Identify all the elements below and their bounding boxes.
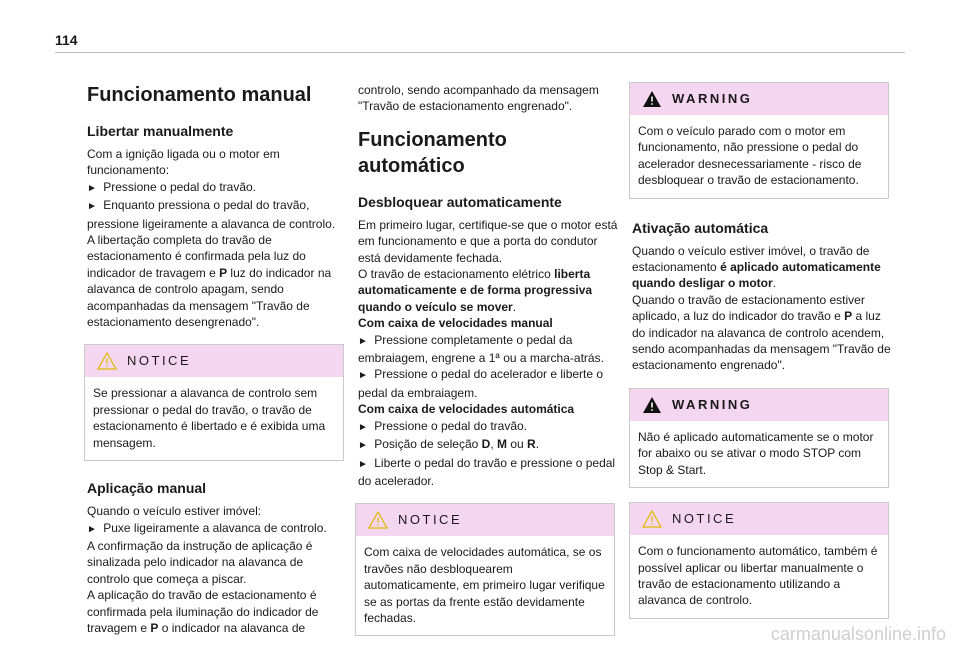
notice-box-auto-gearbox: [355, 503, 615, 636]
warning-box-header: [630, 389, 888, 421]
apply-para-2: A aplicação do travão de estacionamento é confirmada pela iluminação do indicador de travagem e P o indicador na alavanca de: [87, 588, 319, 635]
warning-triangle-icon: [642, 396, 662, 414]
notice-box-header: [630, 503, 888, 535]
arrow-bullet-icon: ►: [358, 458, 368, 470]
notice-title: NOTICE: [127, 353, 192, 369]
unlock-para-2: O travão de estacionamento elétrico liberta automaticamente e de forma progressiva quando o veículo se mover.: [358, 267, 593, 314]
notice-text: Se pressionar a alavanca de controlo sem pressionar o pedal do travão, o travão de estacionamento é libertado e é exibida uma mensagem.: [93, 386, 326, 450]
warning-text: Não é aplicado automaticamente se o motor for abaixo ou se ativar o modo STOP com Stop & Start.: [638, 429, 874, 477]
auto-gearbox-heading: Com caixa de velocidades automática: [358, 402, 575, 417]
release-intro: Com a ignição ligada ou o motor em funcionamento:: [87, 147, 280, 178]
auto-step-3: ► Liberte o pedal do travão e pressione o pedal do acelerador.: [358, 455, 616, 488]
apply-intro: Quando o veículo estiver imóvel:: [87, 504, 262, 519]
auto-step-1: ► Pressione o pedal do travão.: [358, 418, 528, 433]
arrow-bullet-icon: ►: [358, 335, 368, 347]
release-step-1: ► Pressione o pedal do travão.: [87, 179, 257, 194]
arrow-bullet-icon: ►: [87, 523, 97, 535]
notice-text: Com o funcionamento automático, também é possível aplicar ou libertar manualmente o travão de estacionamento utilizando a alavanca de controlo.: [638, 544, 878, 608]
manual-step-1: ► Pressione completamente o pedal da embraiagem, engrene a 1ª ou a marcha-atrás.: [358, 332, 604, 366]
watermark: carmanualsonline.info: [770, 624, 946, 644]
arrow-bullet-icon: ►: [87, 201, 97, 213]
column-1: [87, 82, 347, 636]
manual-gearbox-heading: Com caixa de velocidades manual: [358, 316, 553, 331]
arrow-bullet-icon: ►: [358, 370, 368, 382]
notice-triangle-icon: [368, 511, 388, 529]
notice-title: NOTICE: [672, 510, 737, 526]
release-step-2: ► Enquanto pressiona o pedal do travão, pressione ligeiramente a alavanca de controlo.: [87, 198, 336, 231]
section-title-automatic: Funcionamento automático: [358, 128, 507, 177]
activation-para-2: Quando o travão de estacionamento estiver aplicado, a luz do indicador do travão e P a luz do indicador na alavanca de controlo acendem, sendo acompanhadas da mensagem "Travão de estacionamento engrenado".: [632, 292, 891, 373]
apply-step-1: ► Puxe ligeiramente a alavanca de controlo.: [87, 520, 327, 535]
heading-auto-activation: Ativação automática: [632, 219, 769, 236]
heading-manual-application: Aplicação manual: [87, 480, 207, 497]
arrow-bullet-icon: ►: [358, 440, 368, 452]
notice-text: Com caixa de velocidades automática, se os travões não desbloquearem automaticamente, em primeiro lugar verifique se as portas da frente estão devidamente fechadas.: [364, 545, 605, 625]
arrow-bullet-icon: ►: [87, 182, 97, 194]
notice-box-manual-override: [629, 502, 889, 619]
arrow-bullet-icon: ►: [358, 421, 368, 433]
notice-triangle-icon: [642, 510, 662, 528]
warning-title: WARNING: [672, 396, 753, 412]
apply-para-1: A confirmação da instrução de aplicação é sinalizada pelo indicador na alavanca de controlo que começa a piscar.: [87, 538, 313, 586]
section-title-manual: Funcionamento manual: [87, 84, 312, 106]
warning-triangle-icon: [642, 90, 662, 108]
warning-box-stop-start: [629, 388, 889, 488]
notice-box-release: [84, 344, 344, 461]
heading-auto-unlock: Desbloquear automaticamente: [358, 193, 562, 210]
notice-title: NOTICE: [398, 512, 463, 528]
release-confirmation: A libertação completa do travão de estacionamento é confirmada pela luz do indicador de travagem e P luz do indicador na alavanca de controlo apagam, sendo acompanhadas da mensagem "Travão de estacionamento desengrenado".: [87, 233, 332, 330]
notice-box-header: [356, 504, 614, 536]
heading-release-manually: Libertar manualmente: [87, 123, 234, 139]
column-2: [358, 82, 618, 636]
manual-step-2: ► Pressione o pedal do acelerador e liberte o pedal da embraiagem.: [358, 367, 604, 400]
auto-step-2: ► Posição de seleção D, M ou R.: [358, 437, 540, 452]
continuation-text: controlo, sendo acompanhado da mensagem "Travão de estacionamento engrenado".: [358, 83, 599, 114]
activation-para-1: Quando o veículo estiver imóvel, o travão de estacionamento é aplicado automaticamente quando desligar o motor.: [632, 243, 881, 291]
notice-triangle-icon: [97, 352, 117, 370]
notice-box-header: [85, 345, 343, 377]
warning-box-header: [630, 83, 888, 115]
top-rule: [55, 52, 905, 53]
page-number: 114: [55, 32, 78, 48]
unlock-para-1: Em primeiro lugar, certifique-se que o motor está em funcionamento e que a porta do condutor está devidamente fechada.: [358, 217, 618, 265]
warning-title: WARNING: [672, 90, 753, 106]
column-3: [632, 82, 892, 619]
warning-box-accelerator: [629, 82, 889, 199]
warning-text: Com o veículo parado com o motor em funcionamento, não pressione o pedal do acelerador desnecessariamente - risco de desbloquear o travão de estacionamento.: [638, 124, 862, 188]
